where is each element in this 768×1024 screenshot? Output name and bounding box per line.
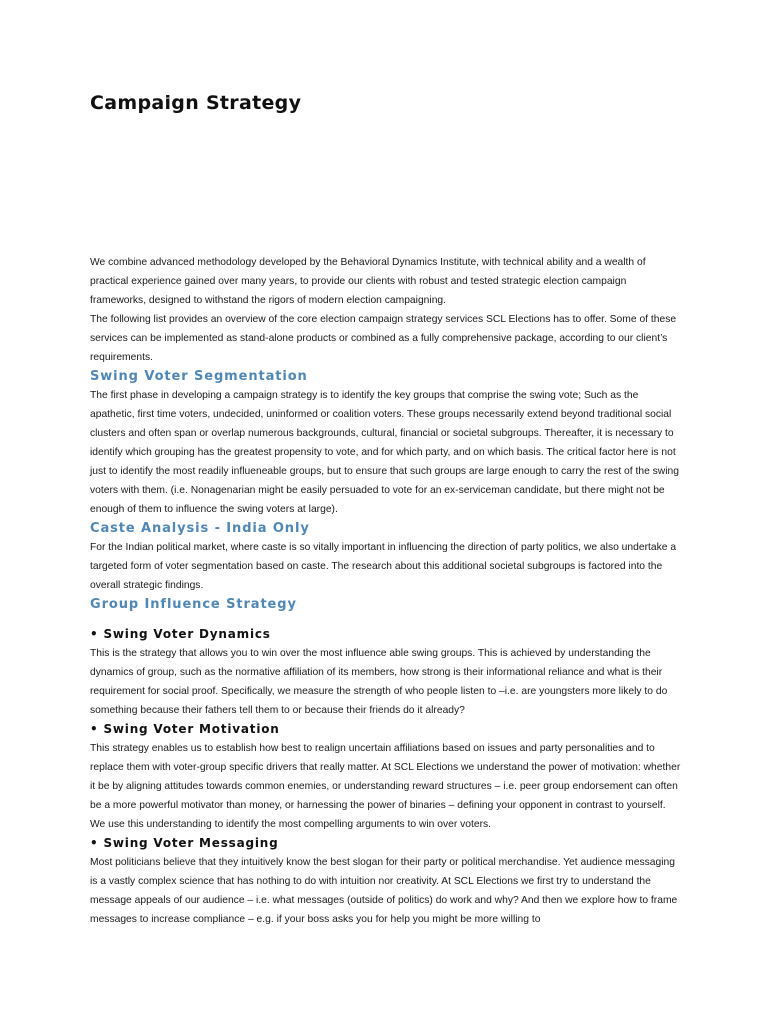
subheading-swing-voter-dynamics: • Swing Voter Dynamics [90, 627, 271, 641]
section-heading-caste-analysis: Caste Analysis - India Only [90, 521, 310, 536]
page-title: Campaign Strategy [90, 92, 302, 114]
intro-paragraph: We combine advanced methodology developed by the Behavioral Dynamics Institute, with technical ability and a wealth of practical experience gained over many years, to provide our clients with robust and tested strategic election campaign frameworks, designed to withstand the rigors of modern election campaigning. [90, 257, 646, 306]
intro-paragraph: The following list provides an overview of the core election campaign strategy services SCL Elections has to offer. Some of these services can be implemented as stand-alone products or combined as a fully comprehensive package, according to our client’s requirements. [90, 314, 677, 363]
section-heading-swing-voter-segmentation: Swing Voter Segmentation [90, 369, 308, 384]
spacer [90, 614, 682, 625]
document-body [90, 253, 682, 929]
section-text-caste-analysis: For the Indian political market, where caste is so vitally important in influencing the direction of party politics, we also undertake a targeted form of voter segmentation based on caste. The research about this additional societal subgroups is factored into the overall strategic findings. [90, 542, 677, 591]
subheading-swing-voter-motivation: • Swing Voter Motivation [90, 722, 280, 736]
section-text-swing-voter-segmentation: The first phase in developing a campaign strategy is to identify the key groups that comprise the swing vote; Such as the apathetic, first time voters, undecided, uninformed or coalition voters. These groups necessarily extend beyond traditional social clusters and often span or overlap numerous backgrounds, cultural, financial or societal subgroups. Thereafter, it is necessary to identify which grouping has the greatest propensity to vote, and for which party, and on which basis. The critical factor here is not just to identify the most readily influeneable groups, but to ensure that such groups are large enough to carry the rest of the swing voters with them. (i.e. Nonagenarian might be easily persuaded to vote for an ex-serviceman candidate, but there might not be enough of them to influence the swing voters at large). [90, 390, 679, 515]
subsection-text-swing-voter-dynamics: This is the strategy that allows you to win over the most influence able swing groups. This is achieved by understanding the dynamics of group, such as the normative affiliation of its members, how strong is their informational reliance and what is their requirement for social proof. Specifically, we measure the strength of who people listen to –i.e. are youngsters more likely to do something because their fathers tell them to or because their friends do it already? [90, 648, 668, 716]
subheading-swing-voter-messaging: • Swing Voter Messaging [90, 836, 279, 850]
subsection-text-swing-voter-motivation: This strategy enables us to establish how best to realign uncertain affiliations based on issues and party personalities and to replace them with voter-group specific drivers that really matter. At SCL Elections we understand the power of motivation: whether it be by aligning attitudes towards common enemies, or understanding reward structures – i.e. peer group endorsement can often be a more powerful motivator than money, or harnessing the power of binaries – defining your opponent in contrast to yourself. We use this understanding to identify the most compelling arguments to win over voters. [90, 743, 681, 830]
section-heading-group-influence: Group Influence Strategy [90, 597, 297, 612]
subsection-text-swing-voter-messaging: Most politicians believe that they intuitively know the best slogan for their party or political merchandise. Yet audience messaging is a vastly complex science that has nothing to do with intuition nor creativity. At SCL Elections we first try to understand the message appeals of our audience – i.e. what messages (outside of politics) do work and why? And then we explore how to frame messages to increase compliance – e.g. if your boss asks you for help you might be more willing to [90, 857, 678, 925]
